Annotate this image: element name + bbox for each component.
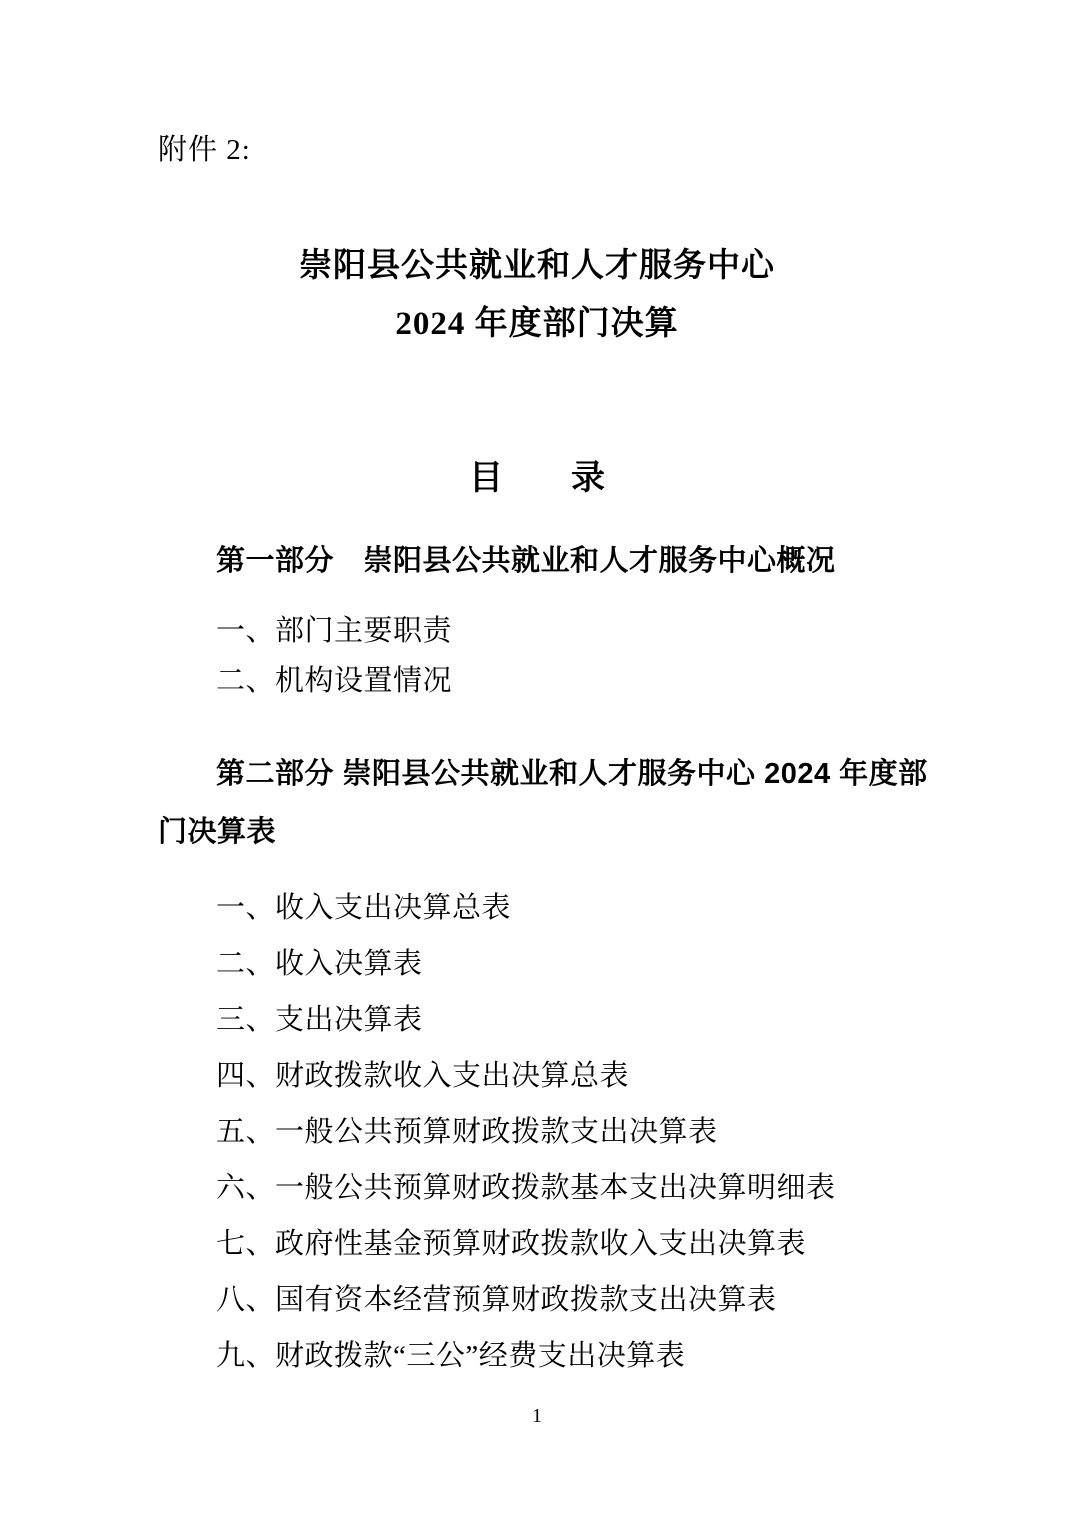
toc-item-part1-1: 一、部门主要职责	[216, 615, 453, 647]
document-title-line1: 崇阳县公共就业和人才服务中心	[299, 248, 775, 284]
part2-heading-line1: 第二部分 崇阳县公共就业和人才服务中心 2024 年度部	[216, 758, 928, 790]
part2-item-list	[0, 880, 1074, 1384]
toc-item-part1-2: 二、机构设置情况	[216, 665, 453, 697]
toc-item-part2-1: 一、收入支出决算总表	[216, 892, 512, 924]
attachment-label: 附件 2:	[158, 134, 251, 166]
part1-heading: 第一部分 崇阳县公共就业和人才服务中心概况	[216, 545, 836, 577]
toc-item-part2-6: 六、一般公共预算财政拨款基本支出决算明细表	[216, 1172, 836, 1204]
document-title-line2: 2024 年度部门决算	[395, 306, 679, 342]
toc-item-part2-4: 四、财政拨款收入支出决算总表	[216, 1060, 630, 1092]
toc-item-part2-7: 七、政府性基金预算财政拨款收入支出决算表	[216, 1228, 807, 1260]
part1-item-list	[0, 606, 1074, 706]
toc-item-part2-8: 八、国有资本经营预算财政拨款支出决算表	[216, 1284, 777, 1316]
toc-item-part2-2: 二、收入决算表	[216, 948, 423, 980]
part2-heading-line2: 门决算表	[158, 816, 277, 848]
toc-item-part2-5: 五、一般公共预算财政拨款支出决算表	[216, 1116, 718, 1148]
toc-item-part2-9: 九、财政拨款“三公”经费支出决算表	[216, 1340, 686, 1372]
toc-title: 目 录	[469, 460, 605, 497]
part2-heading	[0, 745, 1074, 861]
page-number: 1	[532, 1405, 542, 1427]
toc-item-part2-3: 三、支出决算表	[216, 1004, 423, 1036]
